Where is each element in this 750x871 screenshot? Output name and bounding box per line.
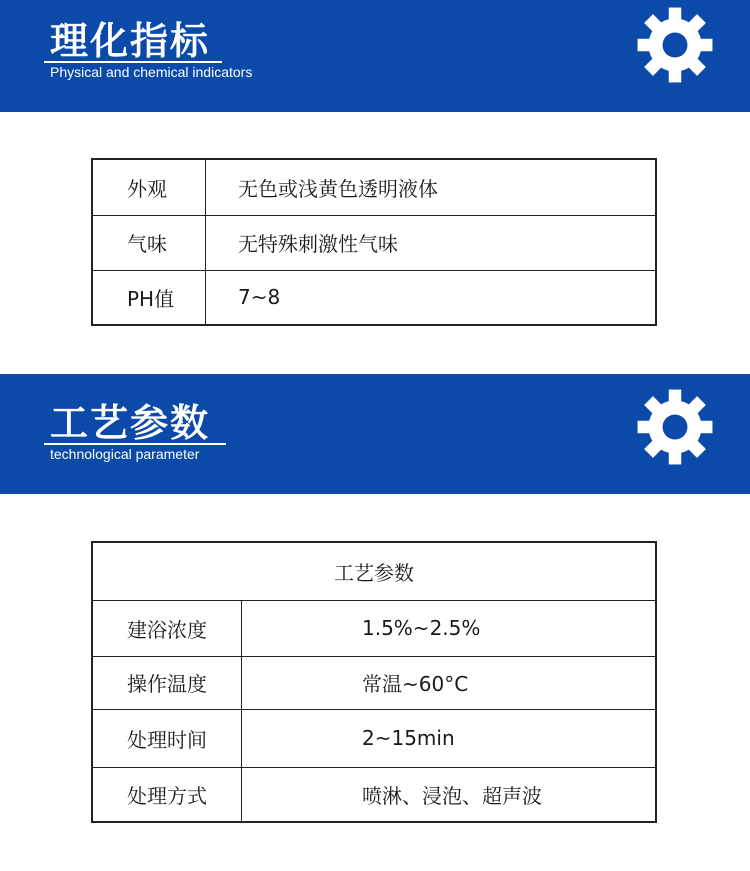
physical-indicators-table	[91, 158, 657, 326]
row-value: 喷淋、浸泡、超声波	[242, 767, 657, 822]
table-row	[92, 709, 656, 767]
row-label: 外观	[92, 159, 206, 215]
row-label: 处理时间	[92, 709, 242, 767]
table-header: 工艺参数	[92, 542, 656, 600]
row-label: 处理方式	[92, 767, 242, 822]
row-label: 气味	[92, 215, 206, 270]
section-title: 理化指标	[50, 19, 211, 63]
row-value: 无特殊刺激性气味	[206, 215, 657, 270]
header-banner-process	[0, 374, 750, 494]
title-underline	[44, 443, 226, 445]
header-banner-physical	[0, 0, 750, 112]
row-value: 常温~60°C	[242, 656, 657, 709]
section-title: 工艺参数	[50, 401, 211, 445]
gear-icon	[636, 388, 714, 466]
row-value: 7~8	[206, 270, 657, 325]
title-underline	[44, 61, 222, 63]
table-row	[92, 215, 656, 270]
row-label: 操作温度	[92, 656, 242, 709]
section-subtitle: technological parameter	[50, 446, 200, 462]
gear-icon	[636, 6, 714, 84]
row-value: 无色或浅黄色透明液体	[206, 159, 657, 215]
row-label: 建浴浓度	[92, 600, 242, 656]
table-header-row	[92, 542, 656, 600]
section-subtitle: Physical and chemical indicators	[50, 64, 253, 80]
row-value: 1.5%~2.5%	[242, 600, 657, 656]
table-row	[92, 600, 656, 656]
process-parameters-table	[91, 541, 657, 823]
table-row	[92, 767, 656, 822]
row-label: PH值	[92, 270, 206, 325]
table-row	[92, 159, 656, 215]
table-row	[92, 656, 656, 709]
table-row	[92, 270, 656, 325]
row-value: 2~15min	[242, 709, 657, 767]
